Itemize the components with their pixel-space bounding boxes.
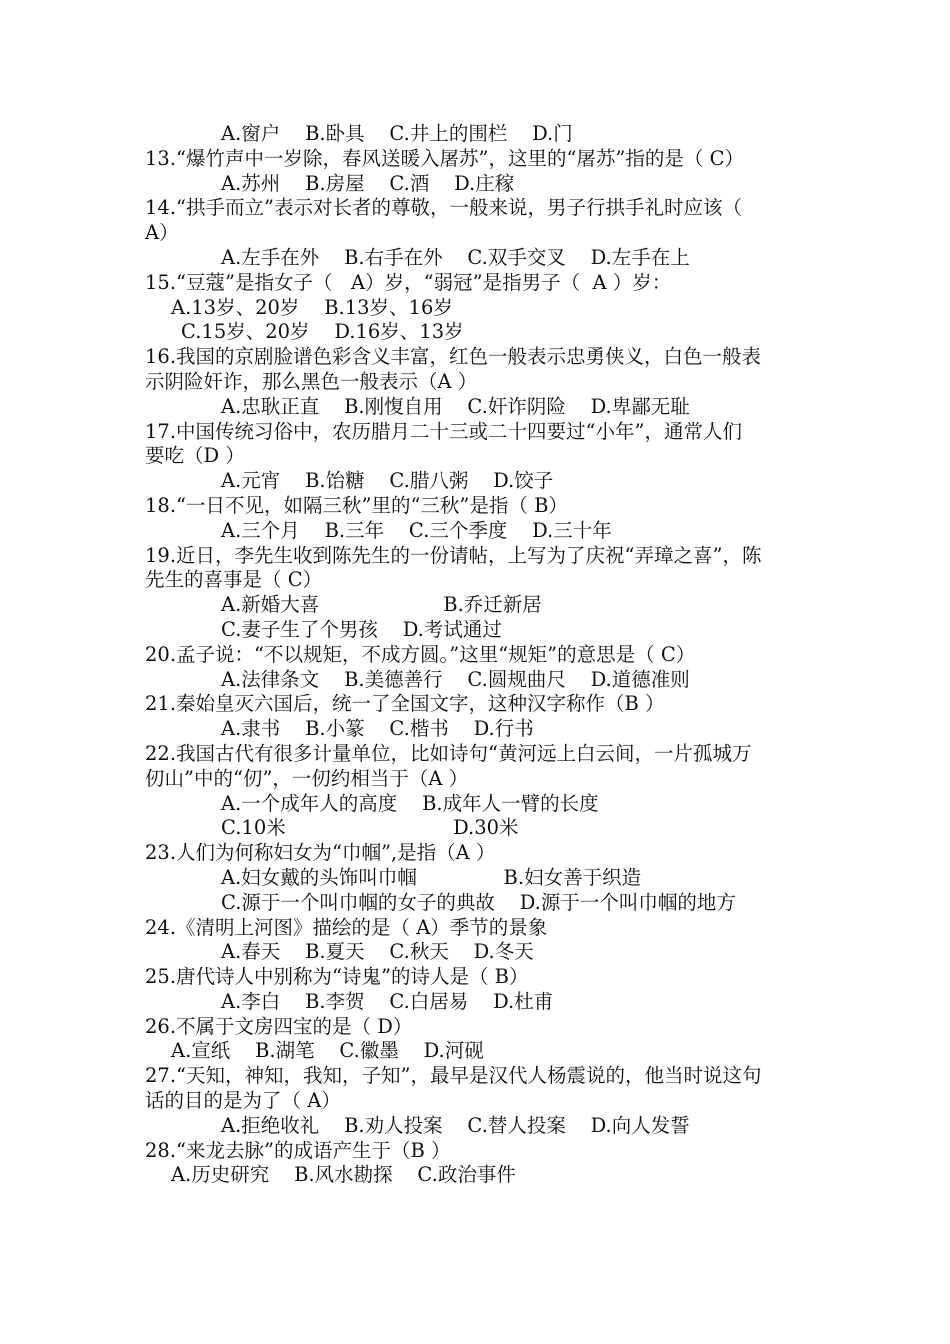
question-text-line: 26.不属于文房四宝的是（ D） (145, 1014, 413, 1038)
question-text-line: 示阴险奸诈，那么黑色一般表示（A ） (145, 369, 478, 393)
answer-options-line: A.隶书 B.小篆 C.楷书 D.行书 (221, 717, 534, 741)
question-text-line: 仞山”中的“仞”，一仞约相当于（A ） (145, 766, 469, 790)
question-text-line: 22.我国古代有很多计量单位，比如诗句“黄河远上白云间，一片孤城万 (145, 741, 752, 765)
question-text-line: 14.“拱手而立”表示对长者的尊敬，一般来说，男子行拱手礼时应该（ (145, 196, 742, 220)
answer-options-line: A.新婚大喜 B.乔迁新居 (221, 593, 542, 617)
question-text-line: 19.近日，李先生收到陈先生的一份请帖，上写为了庆祝“弄璋之喜”，陈 (145, 543, 762, 567)
answer-options-line: C.15岁、20岁 D.16岁、13岁 (181, 320, 464, 344)
answer-options-line: A.左手在外 B.右手在外 C.双手交叉 D.左手在上 (221, 245, 690, 269)
question-text-line: 话的目的是为了（ A） (145, 1089, 341, 1113)
answer-options-line: A.窗户 B.卧具 C.井上的围栏 D.门 (221, 122, 573, 145)
answer-options-line: A.拒绝收礼 B.劝人投案 C.替人投案 D.向人发誓 (221, 1113, 690, 1137)
answer-options-line: C.10米 D.30米 (221, 816, 519, 840)
question-text-line: 25.唐代诗人中别称为“诗鬼”的诗人是（ B） (145, 965, 529, 989)
question-text-line: 20.孟子说：“不以规矩，不成方圆。”这里“规矩”的意思是（ C） (145, 642, 696, 666)
answer-options-line: C.源于一个叫巾帼的女子的典故 D.源于一个叫巾帼的地方 (221, 890, 736, 914)
answer-options-line: A.李白 B.李贺 C.白居易 D.杜甫 (221, 989, 554, 1013)
answer-options-line: A.春天 B.夏天 C.秋天 D.冬天 (221, 940, 534, 964)
answer-options-line: A.法律条文 B.美德善行 C.圆规曲尺 D.道德准则 (221, 667, 690, 691)
answer-options-line: A.苏州 B.房屋 C.酒 D.庄稼 (221, 171, 515, 195)
question-text-line: 27.“天知，神知，我知，子知”，最早是汉代人杨震说的，他当时说这句 (145, 1064, 762, 1088)
question-text-line: 23.人们为何称妇女为“巾帼”,是指（A ） (145, 841, 496, 865)
answer-options-line: A.元宵 B.饴糖 C.腊八粥 D.饺子 (221, 469, 554, 493)
question-text-line: 要吃（D ） (145, 444, 245, 468)
question-text-line: 28.“来龙去脉”的成语产生于（B ） (145, 1138, 451, 1162)
question-text-line: 先生的喜事是（ C） (145, 568, 323, 592)
answer-options-line: A.妇女戴的头饰叫巾帼 B.妇女善于织造 (221, 865, 642, 889)
question-text-line: 21.秦始皇灭六国后，统一了全国文字，这种汉字称作（B ） (145, 692, 665, 716)
answer-options-line: A.一个成年人的高度 B.成年人一臂的长度 (221, 791, 599, 815)
answer-options-line: C.妻子生了个男孩 D.考试通过 (221, 617, 502, 641)
question-text-line: 13.“爆竹声中一岁除，春风送暖入屠苏”，这里的“屠苏”指的是（ C） (145, 146, 745, 170)
question-text-line: 15.“豆蔻”是指女子（ A）岁，“弱冠”是指男子（ A ）岁： (145, 270, 672, 294)
question-text-line: 17.中国传统习俗中，农历腊月二十三或二十四要过“小年”，通常人们 (145, 419, 742, 443)
answer-options-line: A.13岁、20岁 B.13岁、16岁 (171, 295, 453, 319)
answer-options-line: A.三个月 B.三年 C.三个季度 D.三十年 (221, 518, 612, 542)
answer-options-line: A.忠耿正直 B.刚愎自用 C.奸诈阴险 D.卑鄙无耻 (221, 394, 690, 418)
question-text-line: 18.“一日不见，如隔三秋”里的“三秋”是指（ B） (145, 493, 568, 517)
question-text-line: 16.我国的京剧脸谱色彩含义丰富，红色一般表示忠勇侠义，白色一般表 (145, 345, 762, 369)
question-text-line: 24.《清明上河图》描绘的是（ A）季节的景象 (145, 915, 548, 939)
answer-options-line: A.历史研究 B.风水勘探 C.政治事件 (171, 1163, 516, 1187)
question-text-line: A） (145, 221, 179, 245)
question-list (145, 122, 855, 1188)
answer-options-line: A.宣纸 B.湖笔 C.徽墨 D.河砚 (171, 1039, 484, 1063)
